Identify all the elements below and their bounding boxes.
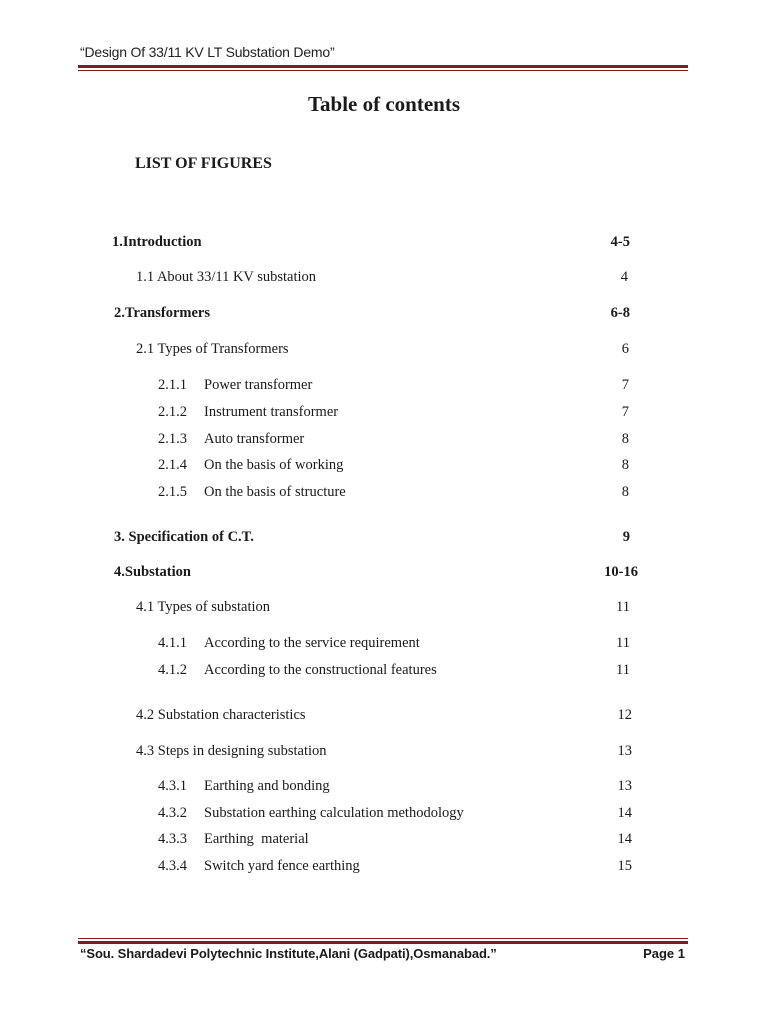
footer-institute: “Sou. Shardadevi Polytechnic Institute,Alani (Gadpati),Osmanabad.” bbox=[80, 946, 497, 961]
toc-section-1-title: 1.Introduction bbox=[112, 234, 202, 250]
toc-section-2-1-page: 6 bbox=[621, 341, 629, 357]
toc-section-4-1-title: 4.1 Types of substation bbox=[136, 599, 271, 615]
toc-2-1-1-number: 2.1.1 bbox=[158, 377, 187, 393]
toc-4-1-1-page: 11 bbox=[616, 635, 630, 651]
toc-2-1-3-number: 2.1.3 bbox=[158, 431, 187, 447]
toc-2-1-3-title: Auto transformer bbox=[204, 431, 305, 447]
toc-4-1-2-title: According to the constructional features bbox=[204, 662, 437, 678]
toc-2-1-1-title: Power transformer bbox=[204, 377, 313, 393]
toc-4-3-2-title: Substation earthing calculation methodology bbox=[204, 805, 464, 821]
toc-4-3-3-number: 4.3.3 bbox=[158, 831, 187, 847]
toc-4-1-1-number: 4.1.1 bbox=[158, 635, 187, 651]
toc-section-1-pages: 4-5 bbox=[610, 234, 630, 250]
toc-2-1-5-page: 8 bbox=[621, 484, 629, 500]
toc-2-1-5-title: On the basis of structure bbox=[204, 484, 346, 500]
toc-4-1-2-number: 4.1.2 bbox=[158, 662, 187, 678]
toc-2-1-2-number: 2.1.2 bbox=[158, 404, 187, 420]
page-header: “Design Of 33/11 KV LT Substation Demo” bbox=[80, 44, 335, 60]
header-rule-thick bbox=[78, 65, 688, 68]
toc-4-3-4-title: Switch yard fence earthing bbox=[204, 858, 360, 874]
toc-4-3-3-page: 14 bbox=[617, 831, 632, 847]
toc-section-1-1-title: 1.1 About 33/11 KV substation bbox=[136, 269, 317, 285]
toc-2-1-3-page: 8 bbox=[621, 431, 629, 447]
toc-section-4-title: 4.Substation bbox=[114, 564, 191, 580]
toc-4-3-1-page: 13 bbox=[617, 778, 632, 794]
toc-4-3-3-title: Earthing material bbox=[204, 831, 309, 847]
toc-4-3-1-title: Earthing and bonding bbox=[204, 778, 330, 794]
toc-section-4-2-page: 12 bbox=[617, 707, 632, 723]
toc-section-4-1-page: 11 bbox=[616, 599, 630, 615]
header-rule-thin bbox=[78, 70, 688, 71]
toc-2-1-5-number: 2.1.5 bbox=[158, 484, 187, 500]
toc-4-1-2-page: 11 bbox=[616, 662, 630, 678]
toc-4-3-4-page: 15 bbox=[617, 858, 632, 874]
toc-section-2-1-title: 2.1 Types of Transformers bbox=[136, 341, 289, 357]
footer-rule-thin bbox=[78, 938, 688, 939]
toc-4-1-1-title: According to the service requirement bbox=[204, 635, 420, 651]
toc-section-1-1-page: 4 bbox=[620, 269, 628, 285]
toc-section-4-pages: 10-16 bbox=[604, 564, 638, 580]
toc-section-3-title: 3. Specification of C.T. bbox=[114, 529, 254, 545]
toc-section-4-2-title: 4.2 Substation characteristics bbox=[136, 707, 306, 723]
footer-rule-thick bbox=[78, 941, 688, 944]
toc-2-1-4-title: On the basis of working bbox=[204, 457, 344, 473]
toc-4-3-2-number: 4.3.2 bbox=[158, 805, 187, 821]
toc-2-1-1-page: 7 bbox=[621, 377, 629, 393]
toc-section-4-3-title: 4.3 Steps in designing substation bbox=[136, 743, 327, 759]
toc-2-1-2-title: Instrument transformer bbox=[204, 404, 339, 420]
list-of-figures-heading: LIST OF FIGURES bbox=[135, 155, 272, 172]
page-title: Table of contents bbox=[307, 92, 461, 116]
footer-page-number: Page 1 bbox=[643, 946, 685, 961]
toc-section-2-pages: 6-8 bbox=[610, 305, 630, 321]
toc-section-2-title: 2.Transformers bbox=[114, 305, 210, 321]
toc-4-3-1-number: 4.3.1 bbox=[158, 778, 187, 794]
toc-2-1-4-page: 8 bbox=[621, 457, 629, 473]
toc-4-3-4-number: 4.3.4 bbox=[158, 858, 187, 874]
toc-2-1-4-number: 2.1.4 bbox=[158, 457, 187, 473]
toc-4-3-2-page: 14 bbox=[617, 805, 632, 821]
toc-section-3-pages: 9 bbox=[622, 529, 630, 545]
toc-2-1-2-page: 7 bbox=[621, 404, 629, 420]
toc-section-4-3-page: 13 bbox=[617, 743, 632, 759]
